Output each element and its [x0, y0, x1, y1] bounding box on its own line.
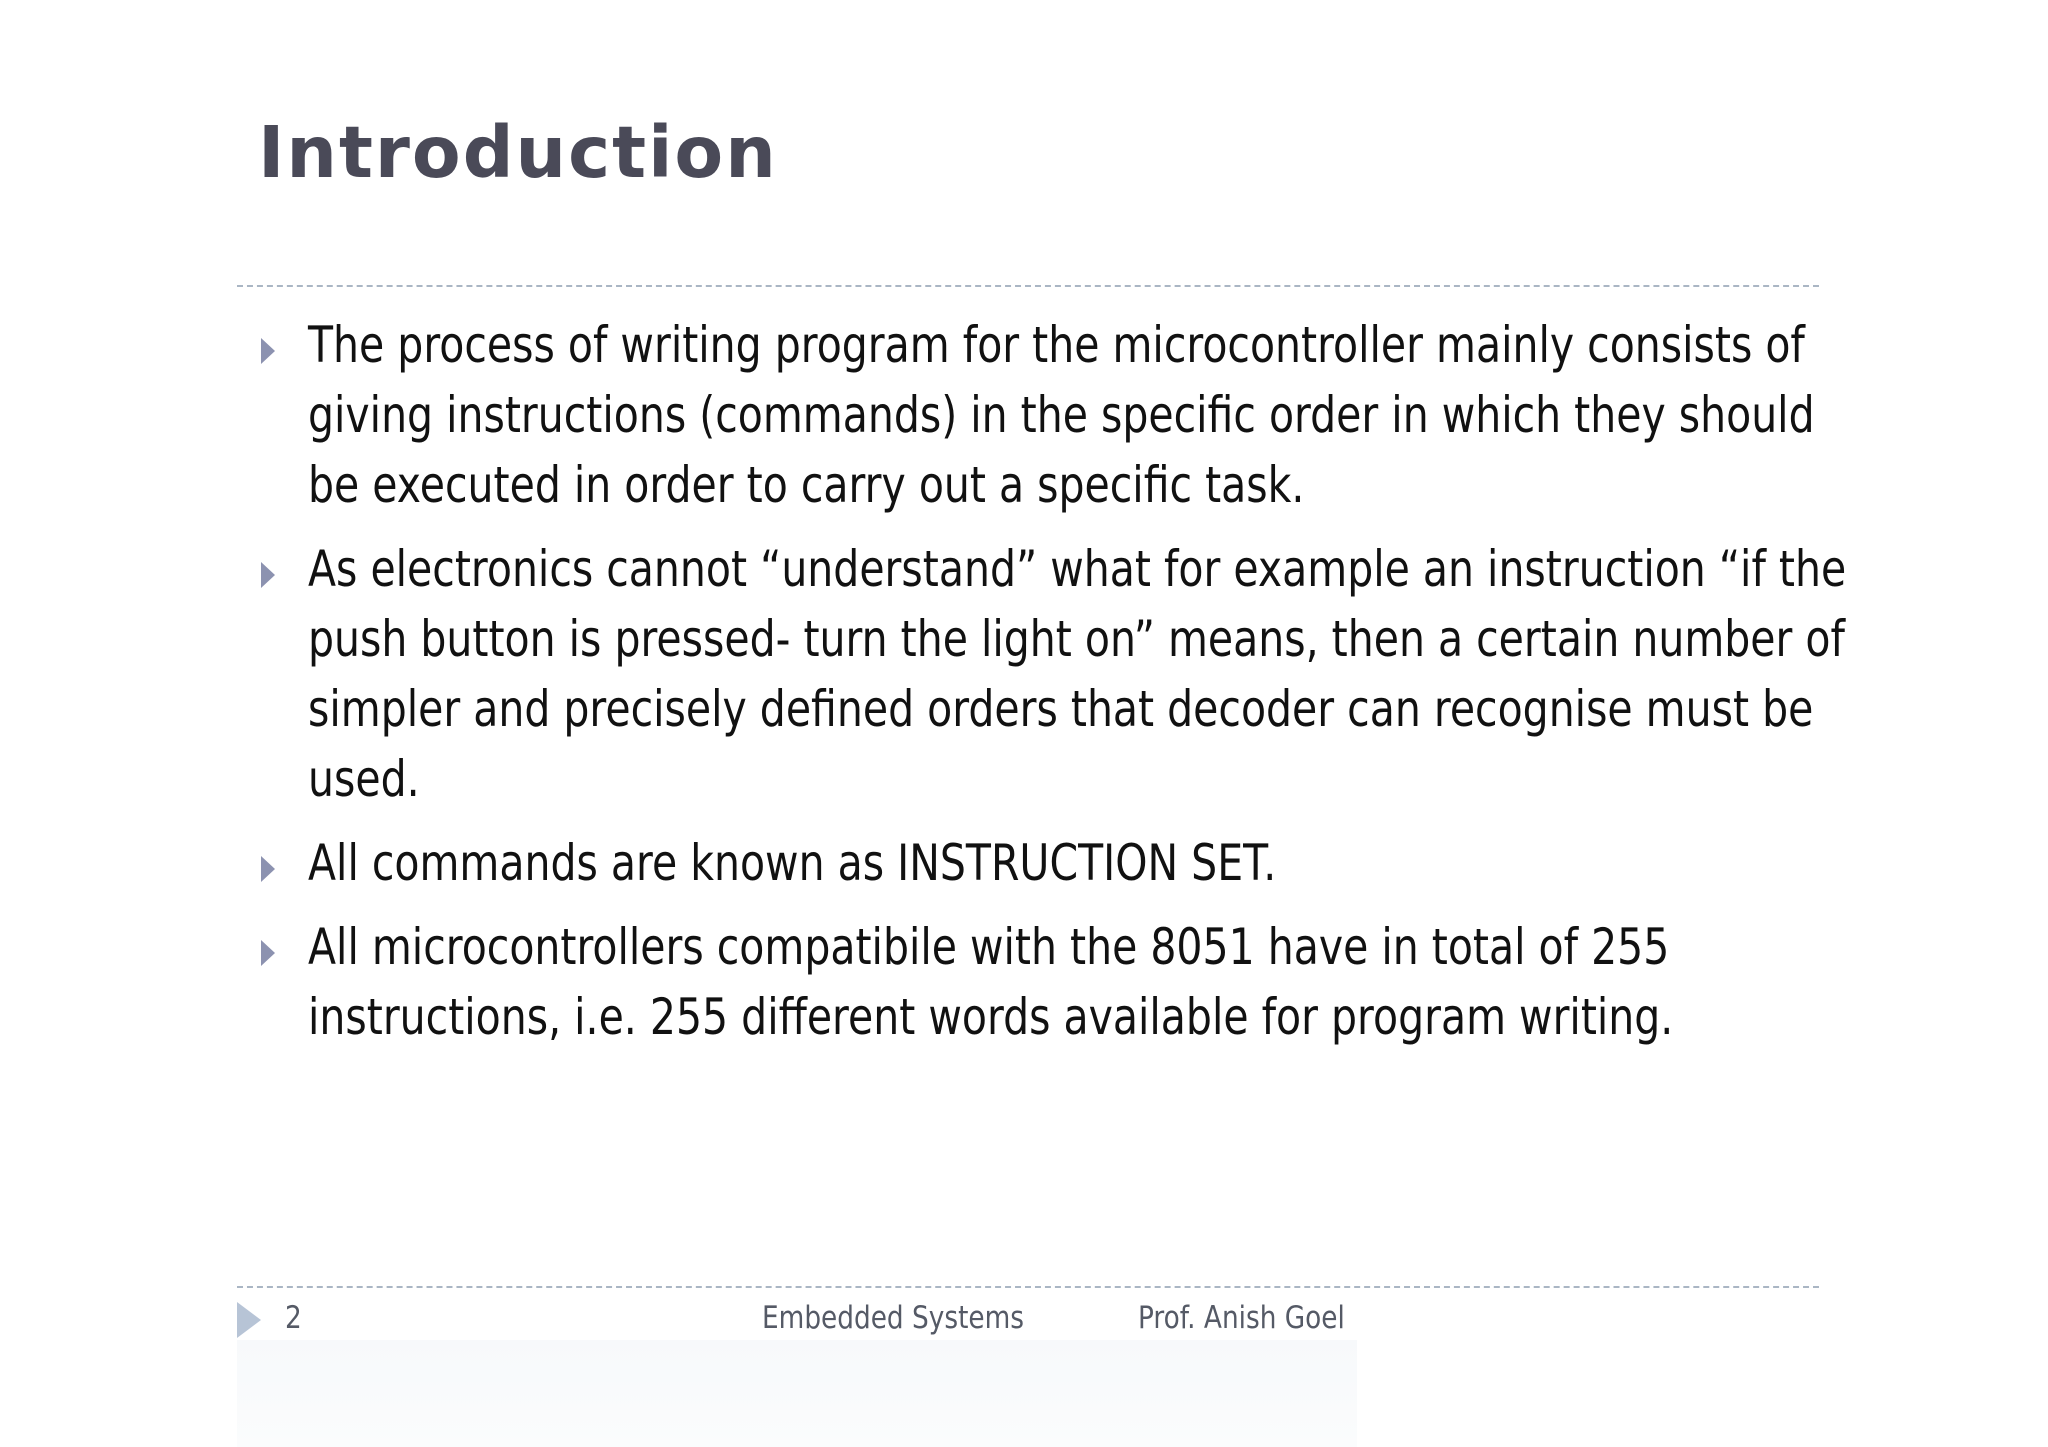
triangle-bullet-icon	[261, 562, 275, 588]
triangle-bullet-icon	[261, 856, 275, 882]
footer-author: Prof. Anish Goel	[1138, 1300, 1345, 1336]
bullet-list	[253, 310, 1847, 1066]
page-number: 2	[285, 1300, 302, 1336]
footer-course: Embedded Systems	[762, 1300, 1025, 1336]
bullet-item	[253, 828, 1823, 898]
bullet-text: The process of writing program for the microcontroller mainly consists of giving instructions (commands) in the specific order in which they should be executed in order to carry out a specific task.	[308, 316, 1815, 514]
slide-title: Introduction	[258, 111, 778, 194]
bullet-text: As electronics cannot “understand” what for example an instruction “if the push button is pressed- turn the light on” means, then a certain number of simpler and precisely defined orders that decoder can recognise must be used.	[308, 540, 1847, 808]
bullet-text: All microcontrollers compatibile with the 8051 have in total of 255 instructions, i.e. 255 different words available for program writing.	[308, 918, 1674, 1046]
footer-triangle-icon	[237, 1302, 261, 1338]
footer-band	[237, 1340, 1357, 1447]
triangle-bullet-icon	[261, 338, 275, 364]
title-divider	[237, 285, 1819, 287]
triangle-bullet-icon	[261, 940, 275, 966]
bullet-item	[253, 912, 1823, 1052]
bullet-item	[253, 534, 1847, 814]
bullet-item	[253, 310, 1823, 520]
footer-divider	[237, 1286, 1819, 1288]
bullet-text: All commands are known as INSTRUCTION SET.	[308, 834, 1277, 892]
